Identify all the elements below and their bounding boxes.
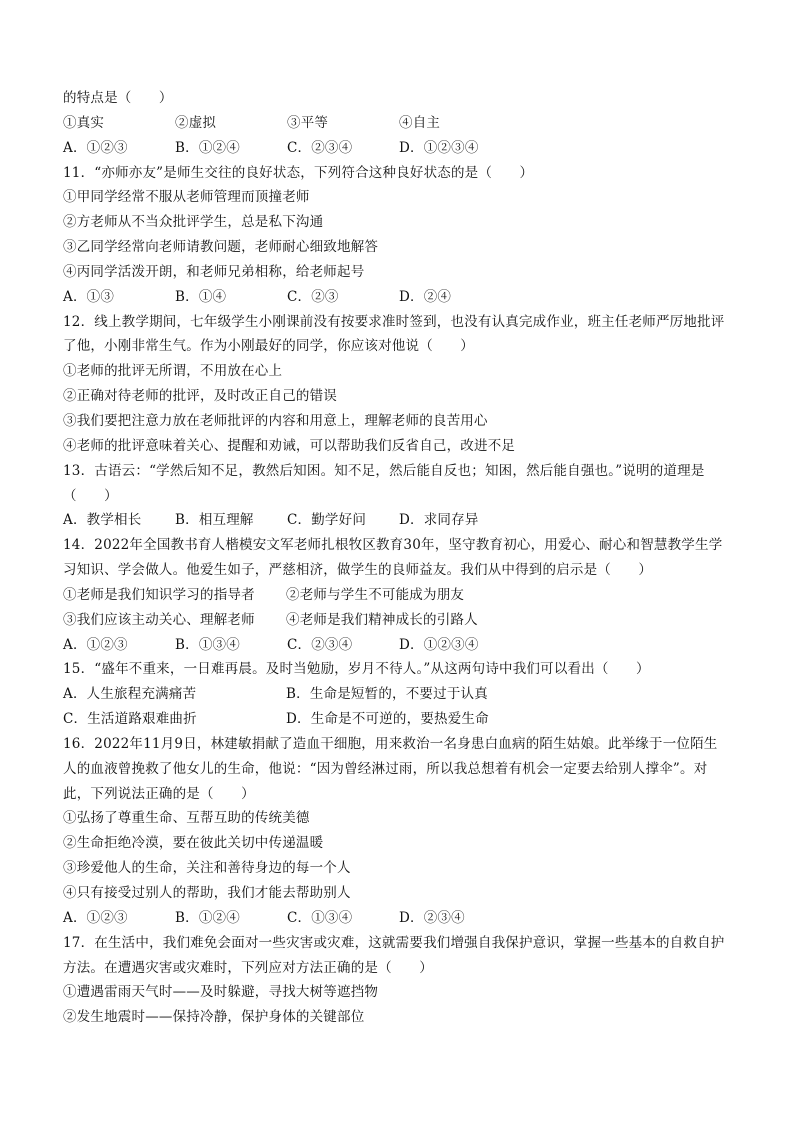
text-line: ②方老师从不当众批评学生，总是私下沟通 bbox=[63, 214, 324, 231]
options-row bbox=[63, 633, 743, 658]
option-item: B．①②④ bbox=[175, 909, 240, 926]
option-item: A．①②③ bbox=[63, 909, 128, 926]
option-item: D．生命是不可逆的，要热爱生命 bbox=[286, 711, 489, 728]
text-line: 16．2022年11月9日，林建敏捐献了造血干细胞，用来救治一名身患白血病的陌生姑娘。此举缘于一位陌生 bbox=[63, 735, 718, 752]
options-row bbox=[63, 111, 743, 136]
text-line: ④丙同学活泼开朗，和老师兄弟相称，给老师起号 bbox=[63, 263, 365, 280]
option-item: ③平等 bbox=[287, 114, 329, 131]
option-item: A．①②③ bbox=[63, 139, 128, 156]
option-item: C．②③ bbox=[287, 288, 339, 305]
text-line: 方法。在遭遇灾害或灾难时，下列应对方法正确的是（ ） bbox=[63, 959, 433, 976]
option-item: D．②③④ bbox=[399, 909, 465, 926]
options-row bbox=[63, 608, 743, 633]
option-item: ②虚拟 bbox=[175, 114, 217, 131]
options-row bbox=[63, 136, 743, 161]
text-line: ①甲同学经常不服从老师管理而顶撞老师 bbox=[63, 189, 310, 206]
option-item: B．①②④ bbox=[175, 139, 240, 156]
option-item: C．生活道路艰难曲折 bbox=[63, 711, 197, 728]
option-item: C．①③④ bbox=[287, 909, 353, 926]
options-row bbox=[63, 583, 743, 608]
option-item: B．相互理解 bbox=[175, 512, 254, 529]
option-item: C．②③④ bbox=[287, 139, 353, 156]
text-line: 此，下列说法正确的是（ ） bbox=[63, 785, 255, 802]
text-line: 17．在生活中，我们难免会面对一些灾害或灾难，这就需要我们增强自我保护意识，掌握一些基本的自救自护 bbox=[63, 934, 725, 951]
options-row bbox=[63, 508, 743, 533]
option-item: D．①②③④ bbox=[399, 139, 479, 156]
option-item: ①老师是我们知识学习的指导者 bbox=[63, 586, 255, 603]
options-row bbox=[63, 682, 743, 707]
option-item: ①真实 bbox=[63, 114, 105, 131]
option-item: B．①④ bbox=[175, 288, 227, 305]
option-item: B．生命是短暂的，不要过于认真 bbox=[286, 686, 488, 703]
text-line: （ ） bbox=[63, 487, 118, 504]
options-row bbox=[63, 906, 743, 931]
text-line: ④老师的批评意味着关心、提醒和劝诫，可以帮助我们反省自己，改进不足 bbox=[63, 437, 516, 454]
text-line: ③乙同学经常向老师请教问题，老师耐心细致地解答 bbox=[63, 239, 379, 256]
text-line: 14．2022年全国教书育人楷模安文军老师扎根牧区教育30年，坚守教育初心，用爱心、耐心和智慧教学生学 bbox=[63, 537, 723, 554]
option-item: C．勤学好问 bbox=[287, 512, 367, 529]
option-item: B．①③④ bbox=[175, 636, 240, 653]
text-line: ①弘扬了尊重生命、互帮互助的传统美德 bbox=[63, 810, 310, 827]
text-line: ③我们要把注意力放在老师批评的内容和用意上，理解老师的良苦用心 bbox=[63, 412, 488, 429]
option-item: A．①②③ bbox=[63, 636, 128, 653]
text-line: ②正确对待老师的批评，及时改正自己的错误 bbox=[63, 388, 337, 405]
document-page bbox=[63, 86, 743, 1030]
option-item: A．教学相长 bbox=[63, 512, 142, 529]
option-item: D．求同存异 bbox=[399, 512, 479, 529]
option-item: ③我们应该主动关心、理解老师 bbox=[63, 611, 255, 628]
text-line: ④只有接受过别人的帮助，我们才能去帮助别人 bbox=[63, 885, 351, 901]
text-line: ①遭遇雷雨天气时——及时躲避，寻找大树等遮挡物 bbox=[63, 984, 379, 1001]
option-item: ②老师与学生不可能成为朋友 bbox=[286, 586, 465, 603]
text-line: 15．“盛年不重来，一日难再晨。及时当勉励，岁月不待人。”从这两句诗中我们可以看出（ ） bbox=[63, 661, 650, 678]
text-line: 13．古语云：“学然后知不足，教然后知困。知不足，然后能自反也；知困，然后能自强也。”说明的道理是 bbox=[63, 462, 705, 479]
text-line: ①老师的批评无所谓，不用放在心上 bbox=[63, 363, 283, 380]
option-item: ④老师是我们精神成长的引路人 bbox=[286, 611, 478, 628]
text-line: 人的血液曾挽救了他女儿的生命，他说：“因为曾经淋过雨，所以我总想着有机会一定要去给别人撑伞”。对 bbox=[63, 760, 708, 777]
option-item: A．人生旅程充满痛苦 bbox=[63, 686, 197, 703]
text-line: ②发生地震时——保持冷静，保护身体的关键部位 bbox=[63, 1009, 365, 1026]
option-item: D．①②③④ bbox=[399, 636, 479, 653]
options-row bbox=[63, 707, 743, 732]
text-line: 12．线上教学期间，七年级学生小刚课前没有按要求准时签到，也没有认真完成作业，班主任老师严厉地批评 bbox=[63, 313, 725, 330]
option-item: A．①③ bbox=[63, 288, 115, 305]
text-line: 的特点是（ ） bbox=[63, 90, 173, 106]
option-item: ④自主 bbox=[399, 114, 441, 131]
options-row bbox=[63, 285, 743, 310]
text-line: ③珍爱他人的生命，关注和善待身边的每一个人 bbox=[63, 860, 351, 877]
option-item: C．②③④ bbox=[287, 636, 353, 653]
text-line: 11．“亦师亦友”是师生交往的良好状态，下列符合这种良好状态的是（ ） bbox=[63, 164, 534, 181]
text-line: ②生命拒绝冷漠，要在彼此关切中传递温暖 bbox=[63, 835, 324, 852]
option-item: D．②④ bbox=[399, 288, 452, 305]
text-line: 了他，小刚非常生气。作为小刚最好的同学，你应该对他说（ ） bbox=[63, 338, 474, 355]
text-line: 习知识、学会做人。他爱生如子，严慈相济，做学生的良师益友。我们从中得到的启示是（ ） bbox=[63, 562, 653, 579]
